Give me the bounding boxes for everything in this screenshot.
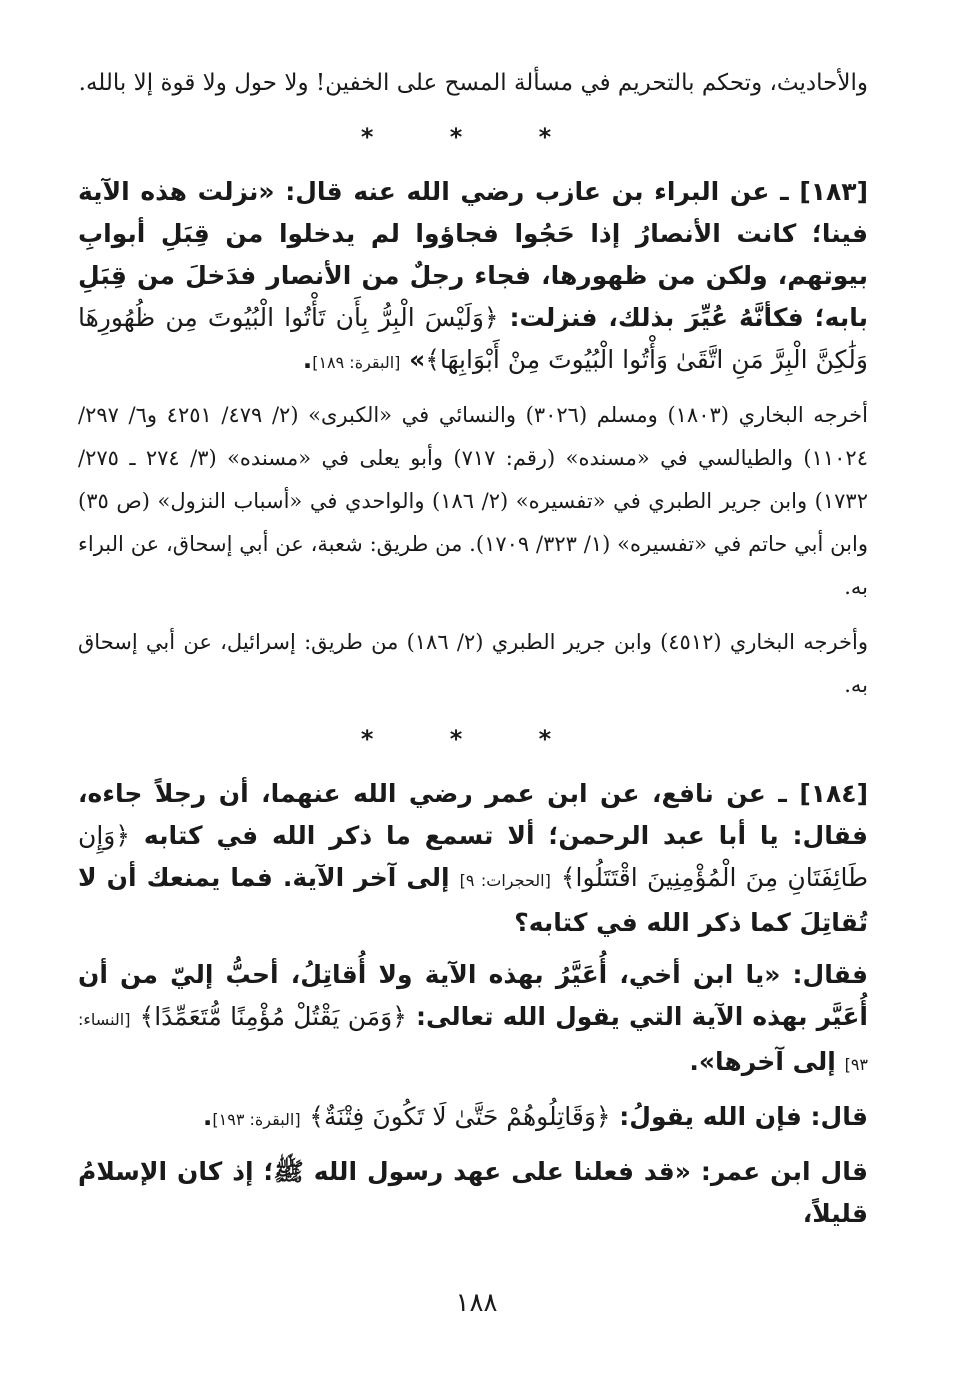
hadith-184-text: ـ عن نافع، عن ابن عمر رضي الله عنهما، أن رجلاً جاءه، فقال: يا أبا عبد الرحمن؛ ألا تسمع ما ذكر الله في كتابه <box>78 779 868 850</box>
hadith-183 <box>78 171 868 384</box>
hadith-183-text: ـ عن البراء بن عازب رضي الله عنه قال: «نزلت هذه الآية فينا؛ كانت الأنصارُ إذا حَجُوا فجاؤوا لم يدخلوا من قِبَلِ أبوابِ بيوتهم، ولكن من ظهورها، فجاء رجلٌ من الأنصار فدَخلَ من قِبَلِ بابه؛ فكأنَّهُ عُيِّرَ بذلك، فنزلت: <box>78 177 869 332</box>
hadith-183-closing-quote: » <box>400 345 426 374</box>
hadith-183-end: . <box>302 345 313 374</box>
reply-one-quran-verse: ﴿وَمَن يَقْتُلْ مُؤْمِنًا مُّتَعَمِّدًا﴾ <box>139 1002 407 1031</box>
hadith-184-quran-verse: ﴿وَإِن طَائِفَتَانِ مِنَ الْمُؤْمِنِينَ اقْتَتَلُوا﴾ <box>78 821 869 892</box>
takhrij-183-second: وأخرجه البخاري (٤٥١٢) وابن جرير الطبري (٢/ ١٨٦) من طريق: إسرائيل، عن أبي إسحاق به. <box>78 630 868 697</box>
reply-one-verse-reference: [النساء: ٩٣] <box>78 1010 868 1074</box>
page-content <box>78 62 868 1235</box>
separator-stars: * * * <box>360 123 586 151</box>
takhrij-183-first: أخرجه البخاري (١٨٠٣) ومسلم (٣٠٢٦) والنسائي في «الكبرى» (٢/ ٤٧٩/ ٤٢٥١ و٦/ ٢٩٧/ ١١٠٢٤) والطيالسي في «مسنده» (رقم: ٧١٧) وأبو يعلى في «مسنده» (٣/ ٢٧٤ ـ ٢٧٥/ ١٧٣٢) وابن جرير الطبري في «تفسيره» (٢/ ١٨٦) والواحدي في «أسباب النزول» (ص ٣٥) وابن أبي حاتم في «تفسيره» (١/ ٣٢٣/ ١٧٠٩). من طريق: شعبة، عن أبي إسحاق، عن البراء به. <box>78 403 868 599</box>
hadith-184-reply-two <box>78 1096 868 1141</box>
reply-two-quran-verse: ﴿وَقَاتِلُوهُمْ حَتَّىٰ لَا تَكُونَ فِتْنَةٌ﴾ <box>309 1102 611 1131</box>
hadith-184-text-after: إلى آخر الآية. فما يمنعك أن لا تُقاتِلَ كما ذكر الله في كتابه؟ <box>78 863 868 937</box>
reply-two-end: . <box>202 1102 213 1131</box>
hadith-184-reply-one <box>78 954 868 1086</box>
reply-one-text: فقال: «يا ابن أخي، أُعَيَّرُ بهذه الآية ولا أُقاتِلُ، أحبُّ إليّ من أن أُعَيَّر بهذه الآية التي يقول الله تعالى: <box>78 960 868 1031</box>
page-number: ١٨٨ <box>455 1288 498 1318</box>
reply-two-verse-reference: [البقرة: ١٩٣] <box>212 1110 301 1129</box>
hadith-184-verse-reference: [الحجرات: ٩] <box>459 871 551 890</box>
hadith-183-number: [١٨٣] <box>799 177 868 206</box>
intro-paragraph: والأحاديث، وتحكم بالتحريم في مسألة المسح على الخفين! ولا حول ولا قوة إلا بالله. <box>78 70 868 96</box>
hadith-184 <box>78 773 868 944</box>
hadith-184-number: [١٨٤] <box>799 779 868 808</box>
hadith-184-reply-three: قال ابن عمر: «قد فعلنا على عهد رسول الله ﷺ؛ إذ كان الإسلامُ قليلاً، <box>78 1157 868 1228</box>
reply-one-text-after: إلى آخرها». <box>689 1047 845 1076</box>
separator-stars-second: * * * <box>360 725 586 753</box>
hadith-183-verse-reference: [البقرة: ١٨٩] <box>312 353 401 372</box>
hadith-183-quran-verse: ﴿وَلَيْسَ الْبِرُّ بِأَن تَأْتُوا الْبُيُوتَ مِن ظُهُورِهَا وَلَٰكِنَّ الْبِرَّ مَنِ اتَّقَىٰ وَأْتُوا الْبُيُوتَ مِنْ أَبْوَابِهَا﴾ <box>78 303 868 374</box>
reply-two-text: قال: فإن الله يقولُ: <box>610 1102 868 1131</box>
